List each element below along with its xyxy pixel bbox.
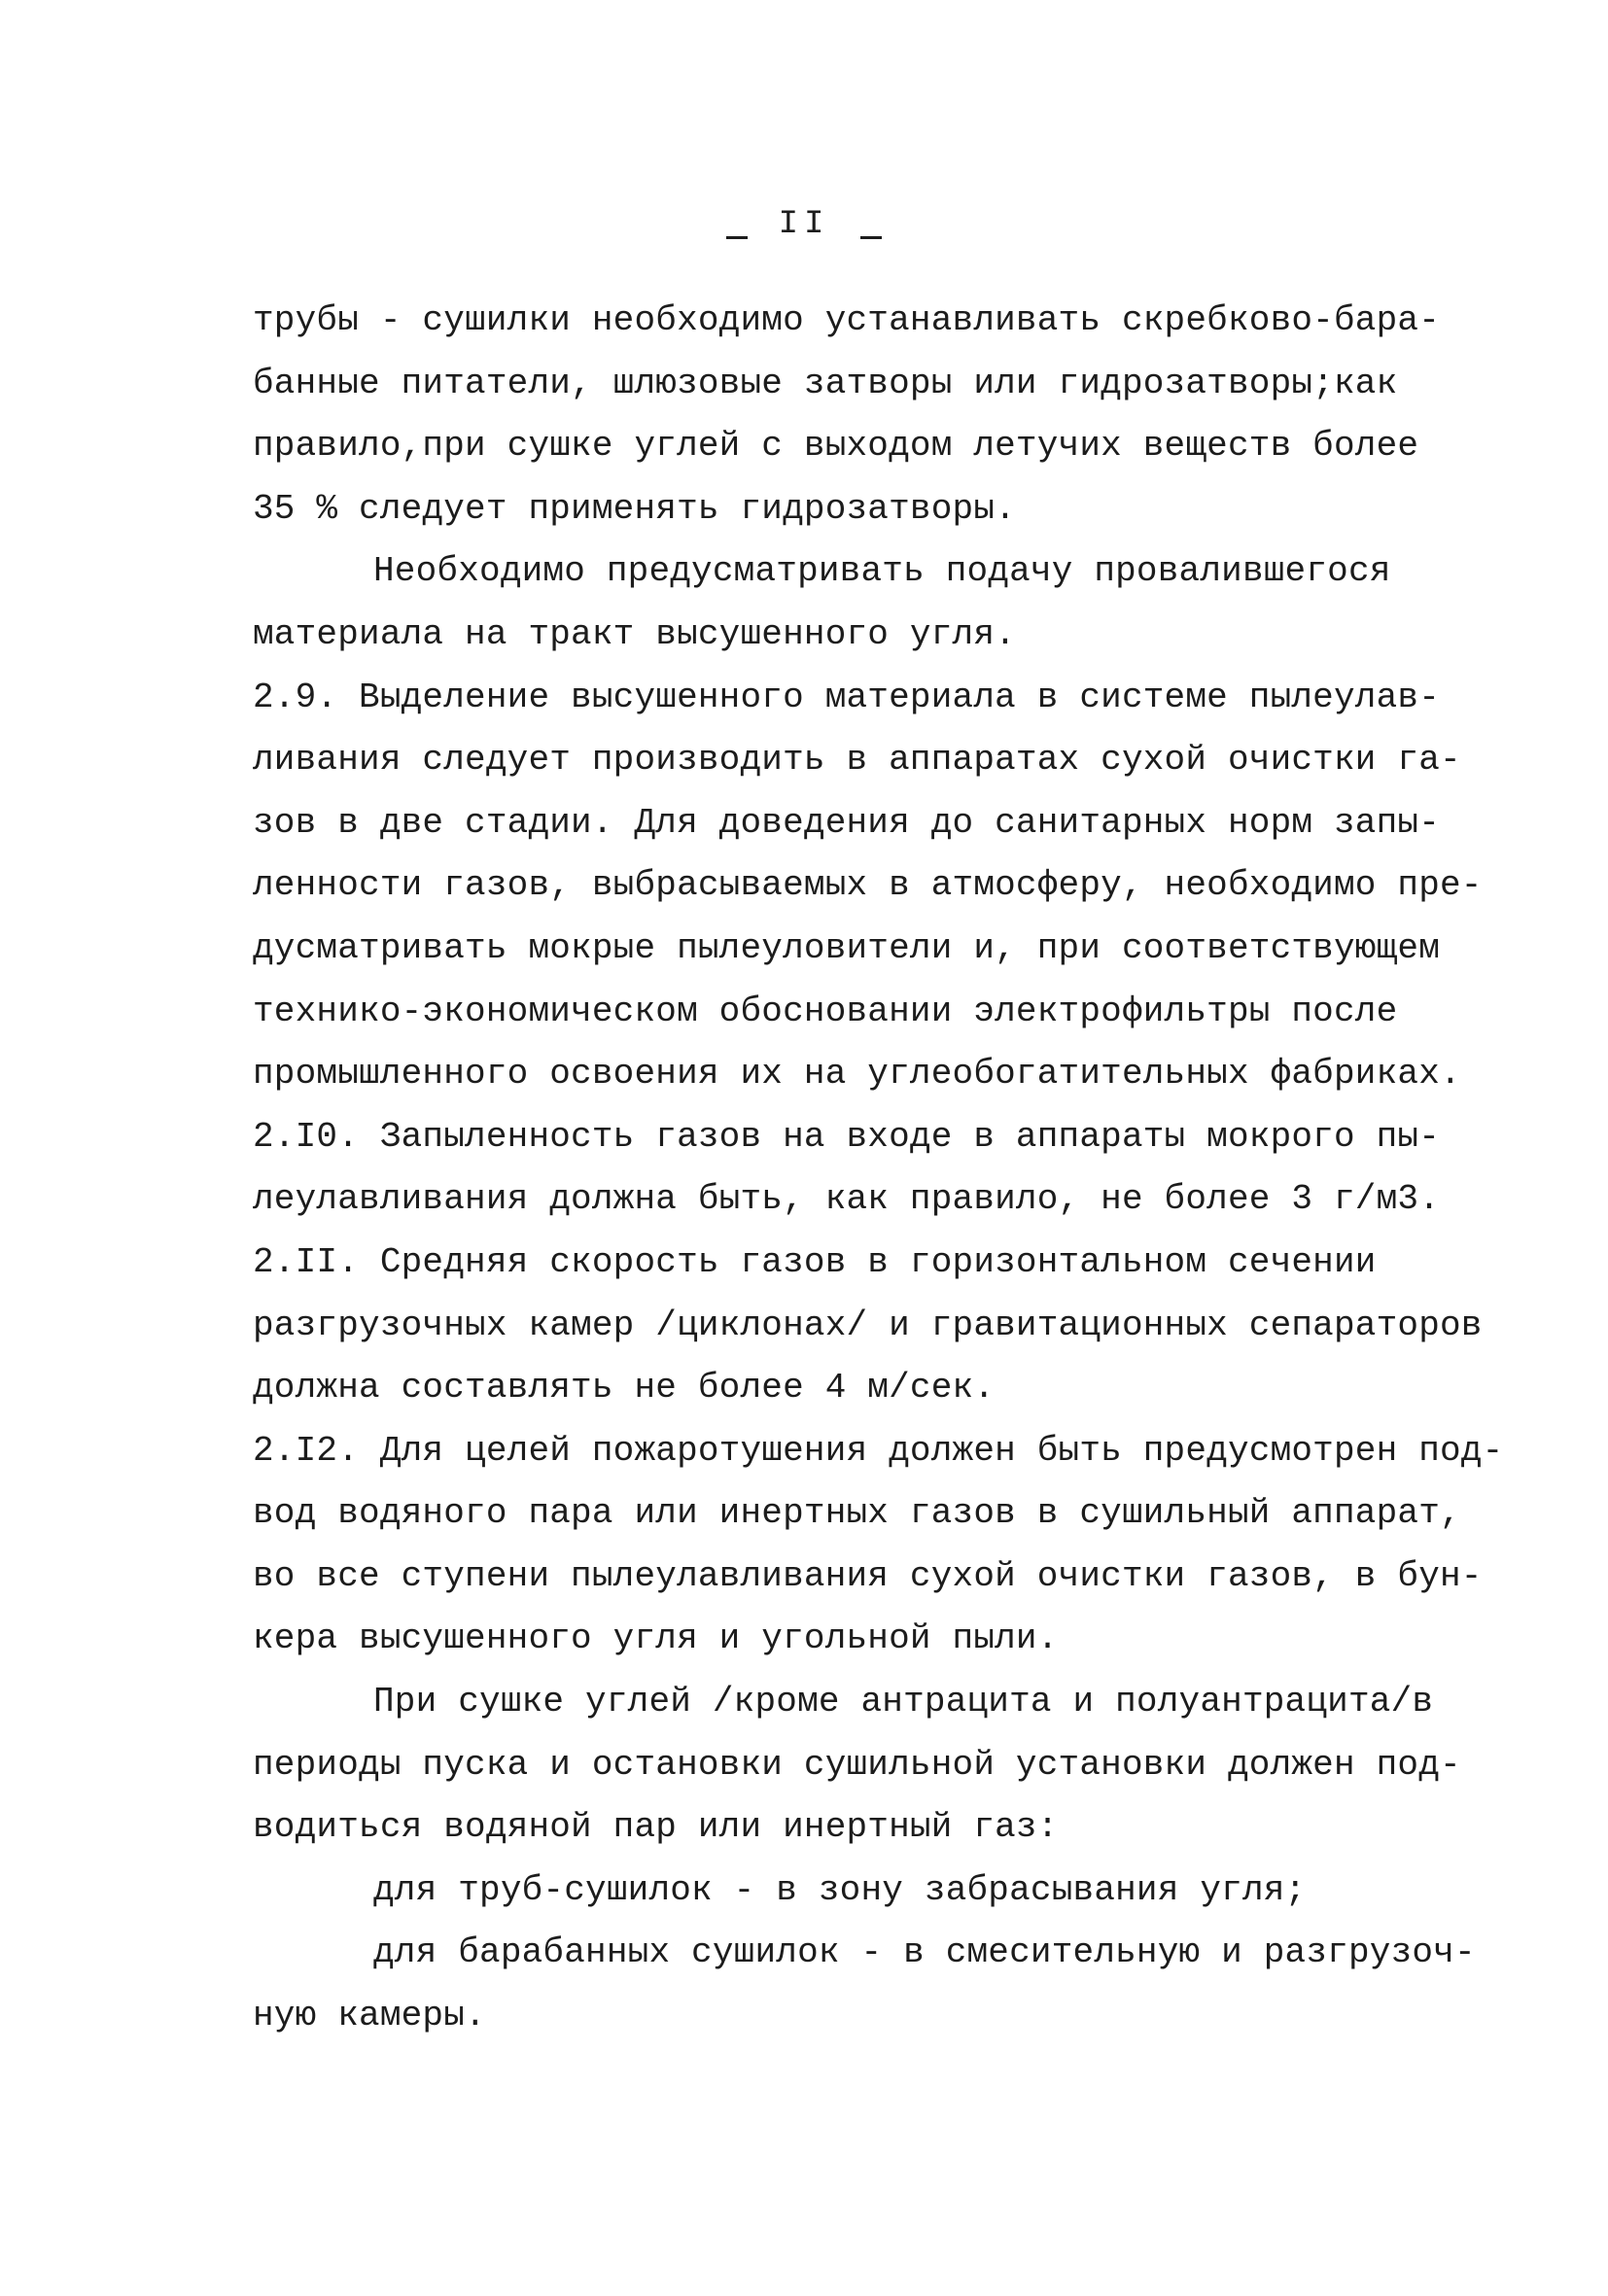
page-number [0,206,1608,243]
text-line: ную камеры. [253,1996,486,2036]
text-line: 2.9. Выделение высушенного материала в системе пылеулав- [253,677,1440,717]
page-number-value: II [778,206,830,243]
text-line: кера высушенного угля и угольной пыли. [253,1618,1059,1659]
text-line: во все ступени пылеулавливания сухой очистки газов, в бун- [253,1555,1483,1596]
text-line: материала на тракт высушенного угля. [253,613,1016,654]
text-line: технико-экономическом обосновании электрофильтры после [253,991,1398,1031]
text-line: промышленного освоения их на углеобогатительных фабриках. [253,1054,1461,1095]
text-line: вод водяного пара или инертных газов в сушильный аппарат, [253,1493,1461,1534]
text-line: водиться водяной пар или инертный газ: [253,1807,1059,1848]
document-body [253,290,1504,2048]
text-line: 35 % следует применять гидрозатворы. [253,488,1016,529]
text-line: 2.II. Средняя скорость газов в горизонтальном сечении [253,1241,1377,1282]
text-line: 2.I0. Запыленность газов на входе в аппараты мокрого пы- [253,1116,1440,1157]
text-line: 2.I2. Для целей пожаротушения должен быть предусмотрен под- [253,1430,1504,1471]
text-line: должна составлять не более 4 м/сек. [253,1368,996,1409]
text-line: разгрузочных камер /циклонах/ и гравитационных сепараторов [253,1305,1483,1345]
text-line: трубы - сушилки необходимо устанавливать скребково-бара- [253,300,1440,340]
text-line: периоды пуска и остановки сушильной установки должен под- [253,1744,1461,1785]
text-line: дусматривать мокрые пылеуловители и, при соответствующем [253,927,1440,968]
text-line: Необходимо предусматривать подачу провалившегося [373,551,1391,592]
text-line: правило,при сушке углей с выходом летучих веществ более [253,426,1419,467]
text-line: леулавливания должна быть, как правило, не более 3 г/м3. [253,1179,1440,1220]
page-number-dash-left [726,236,748,239]
text-line: для труб-сушилок - в зону забрасывания угля; [373,1869,1307,1910]
text-line: При сушке углей /кроме антрацита и полуантрацита/в [373,1682,1434,1722]
text-line: банные питатели, шлюзовые затворы или гидрозатворы;как [253,363,1398,403]
text-line: зов в две стадии. Для доведения до санитарных норм запы- [253,802,1440,843]
text-line: ливания следует производить в аппаратах сухой очистки га- [253,740,1461,781]
page-number-dash-right [860,236,882,239]
text-line: для барабанных сушилок - в смесительную и разгрузоч- [373,1932,1476,1973]
text-line: ленности газов, выбрасываемых в атмосферу, необходимо пре- [253,865,1483,906]
